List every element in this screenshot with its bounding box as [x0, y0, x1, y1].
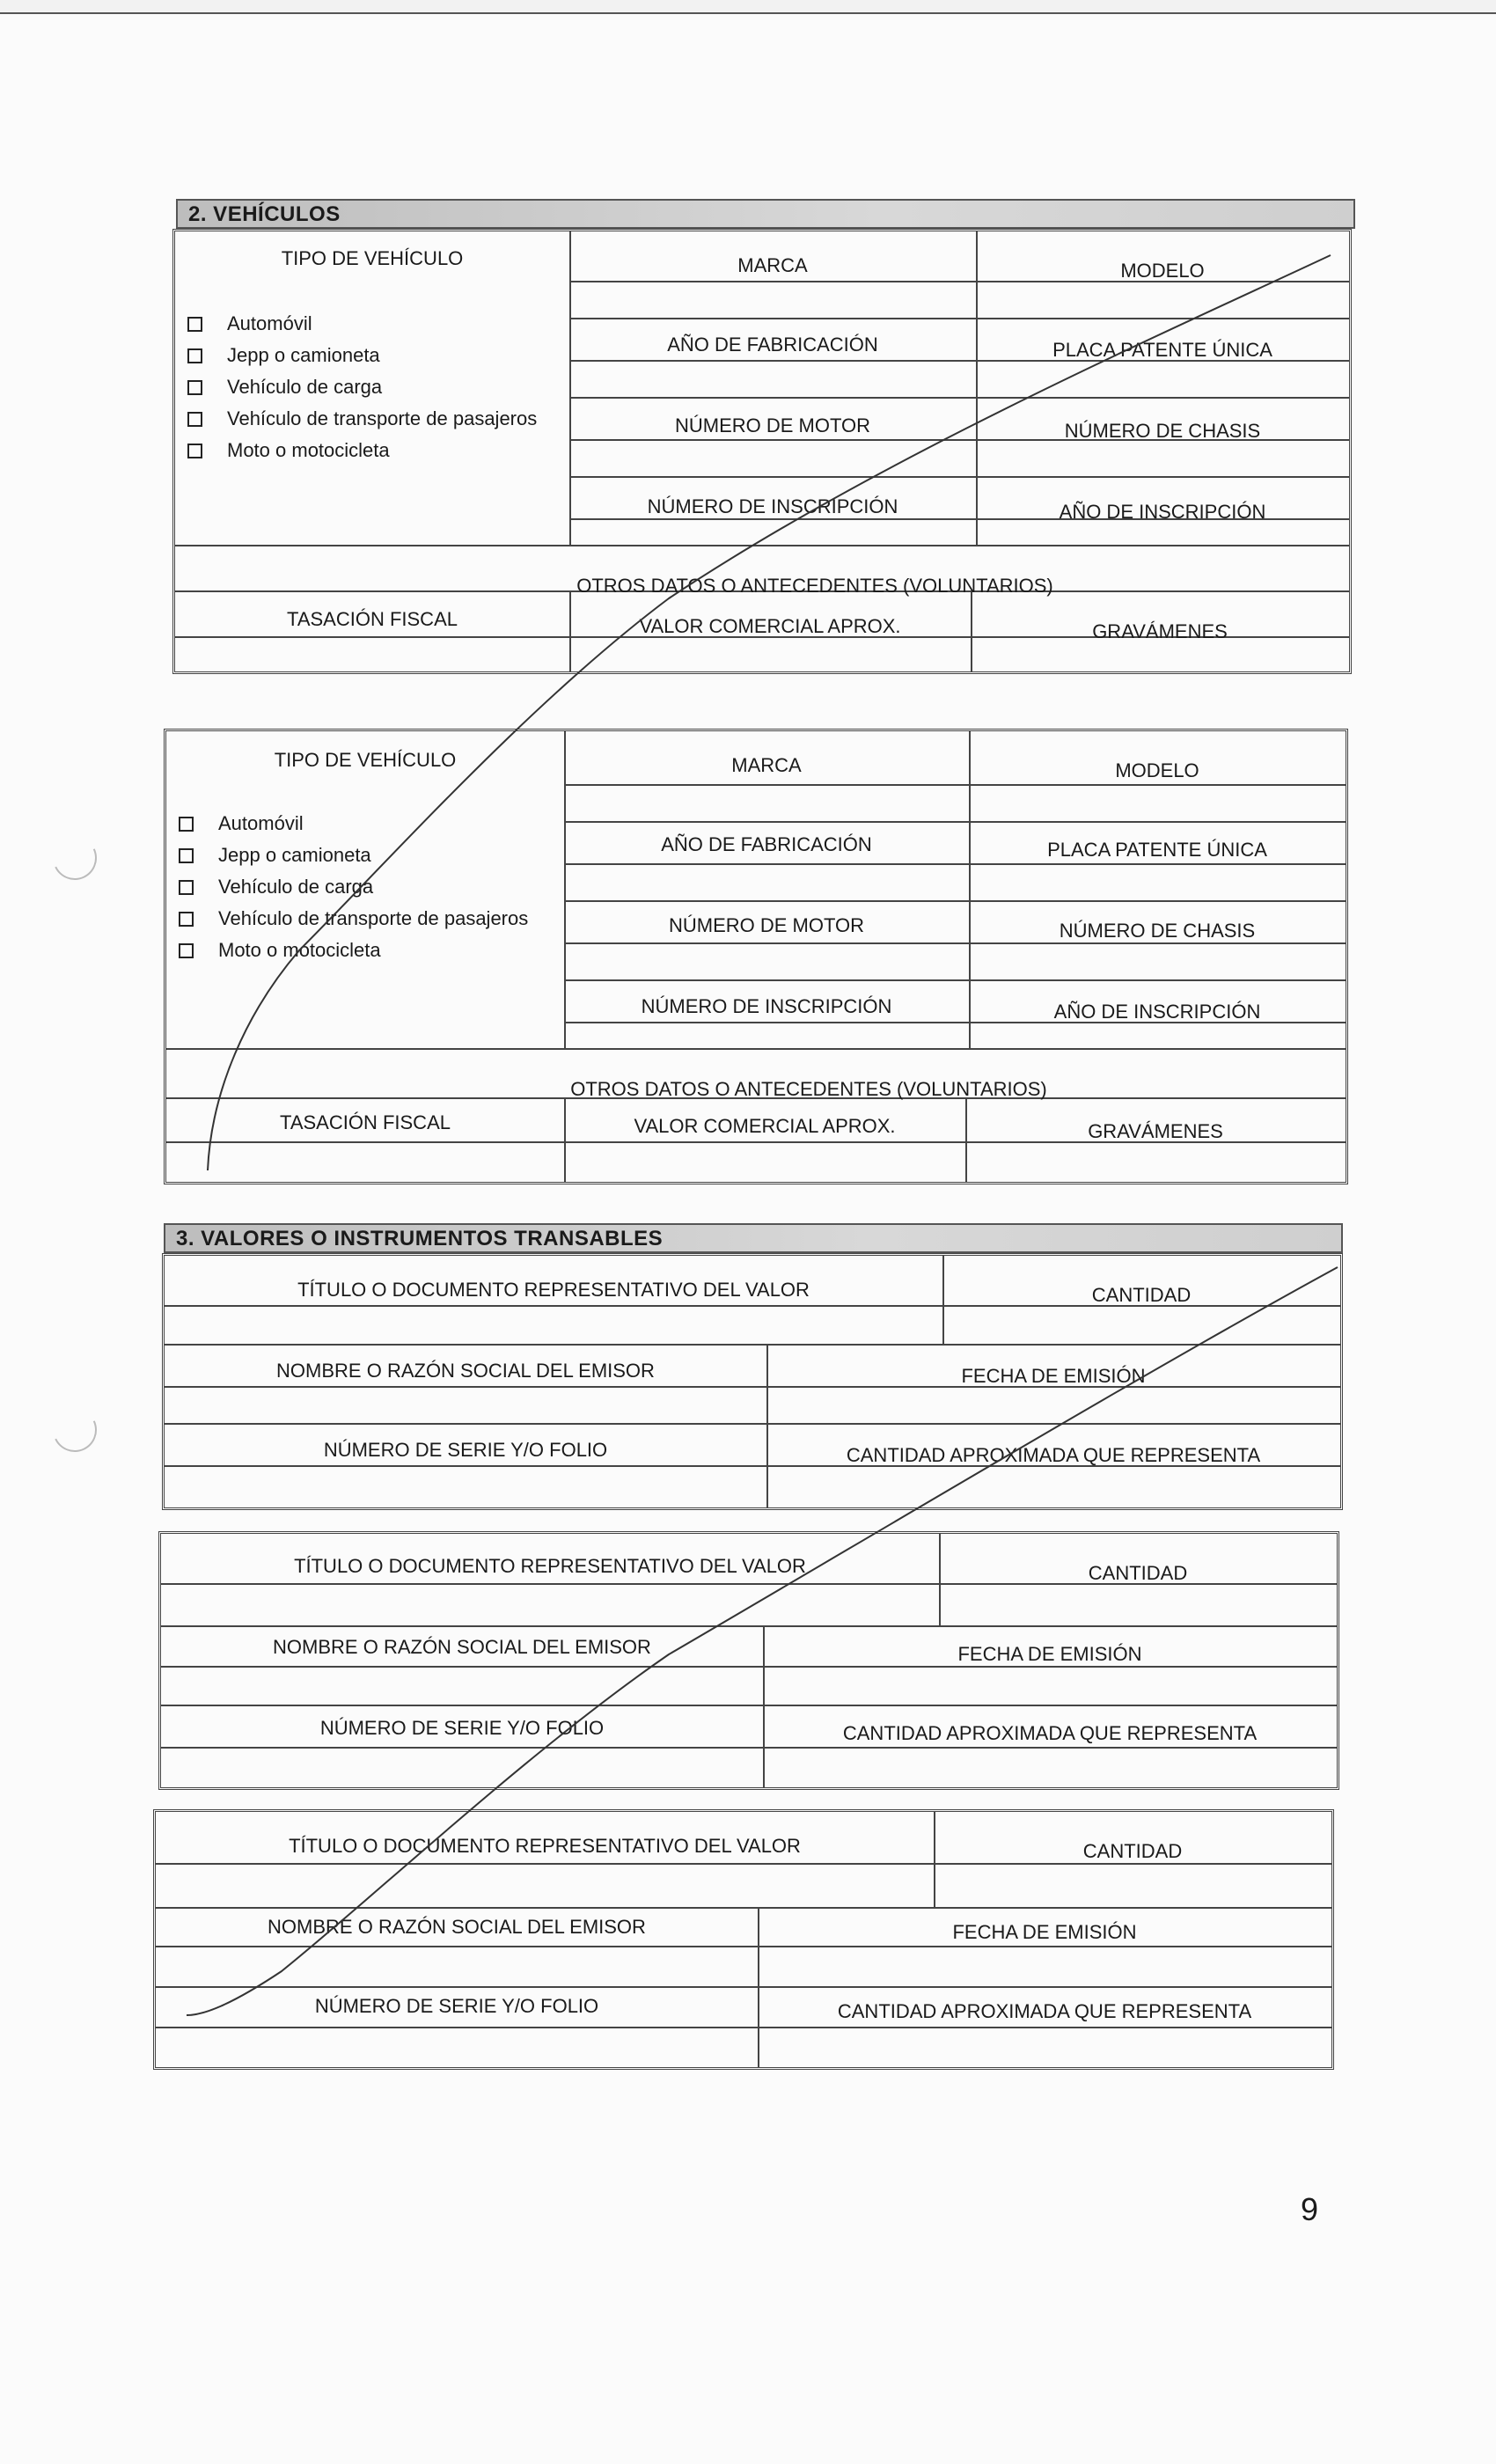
label-numero-serie: NÚMERO DE SERIE Y/O FOLIO: [319, 1717, 605, 1739]
label-anio-fabricacion: AÑO DE FABRICACIÓN: [667, 334, 878, 356]
option-camioneta[interactable]: Jepp o camioneta: [179, 844, 371, 867]
option-automovil[interactable]: Automóvil: [179, 812, 304, 835]
label-titulo-documento: TÍTULO O DOCUMENTO REPRESENTATIVO DEL VALOR: [289, 1835, 801, 1857]
label-numero-serie: NÚMERO DE SERIE Y/O FOLIO: [323, 1439, 608, 1461]
label-marca: MARCA: [731, 754, 802, 776]
strike-line-vehiculos: [208, 255, 1331, 1170]
label-fecha-emision: FECHA DE EMISIÓN: [957, 1643, 1142, 1665]
option-pasajeros[interactable]: Vehículo de transporte de pasajeros: [187, 407, 537, 430]
label-numero-motor: NÚMERO DE MOTOR: [668, 914, 865, 936]
label-modelo: MODELO: [1115, 759, 1199, 781]
option-camioneta[interactable]: Jepp o camioneta: [187, 344, 380, 367]
label-valor-comercial: VALOR COMERCIAL APROX.: [634, 1115, 896, 1137]
label-cantidad: CANTIDAD: [1091, 1284, 1192, 1306]
label-emisor: NOMBRE O RAZÓN SOCIAL DEL EMISOR: [276, 1360, 655, 1382]
label-numero-motor: NÚMERO DE MOTOR: [674, 414, 871, 436]
label-anio-fabricacion: AÑO DE FABRICACIÓN: [661, 833, 872, 855]
label-tipo-vehiculo: TIPO DE VEHÍCULO: [274, 749, 457, 771]
label-numero-inscripcion: NÚMERO DE INSCRIPCIÓN: [647, 495, 898, 517]
label-anio-inscripcion: AÑO DE INSCRIPCIÓN: [1059, 501, 1266, 523]
label-tasacion-fiscal: TASACIÓN FISCAL: [287, 608, 458, 630]
option-automovil[interactable]: Automóvil: [187, 312, 312, 335]
label-fecha-emision: FECHA DE EMISIÓN: [952, 1921, 1137, 1943]
label-placa: PLACA PATENTE ÚNICA: [1047, 839, 1267, 861]
option-carga[interactable]: Vehículo de carga: [179, 876, 373, 898]
label-fecha-emision: FECHA DE EMISIÓN: [961, 1365, 1146, 1387]
label-emisor: NOMBRE O RAZÓN SOCIAL DEL EMISOR: [273, 1636, 651, 1658]
label-numero-chasis: NÚMERO DE CHASIS: [1064, 420, 1261, 442]
strike-line-valores: [187, 1267, 1338, 2015]
label-emisor: NOMBRE O RAZÓN SOCIAL DEL EMISOR: [268, 1916, 646, 1938]
label-gravamenes: GRAVÁMENES: [1088, 1120, 1223, 1142]
label-valor-comercial: VALOR COMERCIAL APROX.: [639, 615, 901, 637]
page-number: 9: [1301, 2191, 1319, 2227]
label-tasacion-fiscal: TASACIÓN FISCAL: [280, 1111, 451, 1133]
option-pasajeros[interactable]: Vehículo de transporte de pasajeros: [179, 907, 528, 930]
label-cantidad-aproximada: CANTIDAD APROXIMADA QUE REPRESENTA: [846, 1444, 1261, 1466]
label-placa: PLACA PATENTE ÚNICA: [1052, 339, 1272, 361]
label-numero-chasis: NÚMERO DE CHASIS: [1059, 920, 1256, 942]
label-cantidad-aproximada: CANTIDAD APROXIMADA QUE REPRESENTA: [837, 2000, 1252, 2022]
label-tipo-vehiculo: TIPO DE VEHÍCULO: [281, 247, 464, 269]
label-otros-datos: OTROS DATOS O ANTECEDENTES (VOLUNTARIOS): [576, 575, 1053, 597]
section-header-vehiculos: 2. VEHÍCULOS: [176, 199, 1355, 229]
label-marca: MARCA: [737, 254, 808, 276]
label-cantidad: CANTIDAD: [1088, 1562, 1188, 1584]
option-moto[interactable]: Moto o motocicleta: [179, 939, 381, 962]
label-titulo-documento: TÍTULO O DOCUMENTO REPRESENTATIVO DEL VALOR: [297, 1279, 810, 1301]
label-cantidad-aproximada: CANTIDAD APROXIMADA QUE REPRESENTA: [842, 1722, 1258, 1744]
label-anio-inscripcion: AÑO DE INSCRIPCIÓN: [1053, 1001, 1261, 1023]
option-moto[interactable]: Moto o motocicleta: [187, 439, 390, 462]
label-numero-serie: NÚMERO DE SERIE Y/O FOLIO: [314, 1995, 599, 2017]
label-gravamenes: GRAVÁMENES: [1092, 620, 1228, 642]
label-cantidad: CANTIDAD: [1082, 1840, 1183, 1862]
label-modelo: MODELO: [1120, 260, 1205, 282]
label-numero-inscripcion: NÚMERO DE INSCRIPCIÓN: [641, 995, 892, 1017]
option-carga[interactable]: Vehículo de carga: [187, 376, 382, 399]
label-titulo-documento: TÍTULO O DOCUMENTO REPRESENTATIVO DEL VALOR: [294, 1555, 806, 1577]
label-otros-datos: OTROS DATOS O ANTECEDENTES (VOLUNTARIOS): [570, 1078, 1047, 1100]
section-header-valores: 3. VALORES O INSTRUMENTOS TRANSABLES: [164, 1223, 1343, 1253]
